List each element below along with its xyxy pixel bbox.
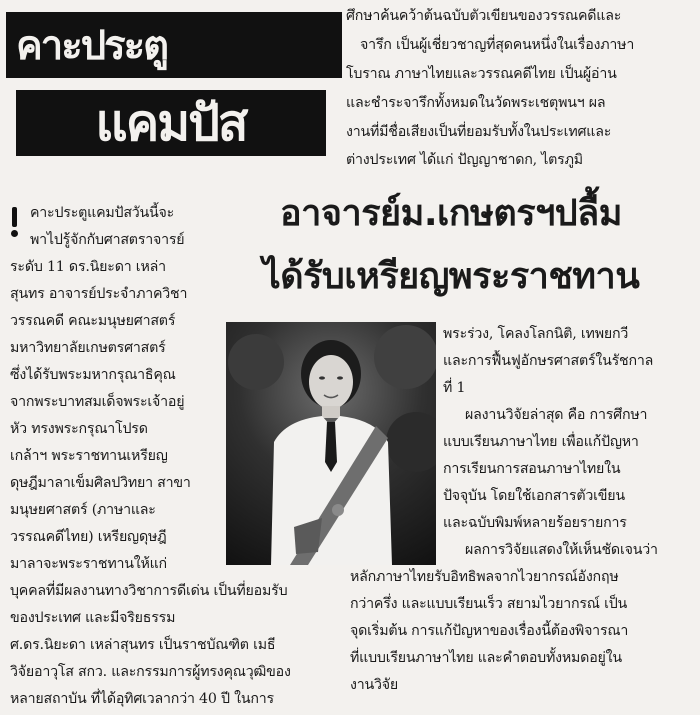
paragraph-line: แบบเรียนภาษาไทย เพื่อแก้ปัญหา xyxy=(443,434,639,450)
paragraph-line: งานที่มีชื่อเสียงเป็นที่ยอมรับทั้งในประเทศและ xyxy=(346,124,612,140)
paragraph-line: มาลาจะพระราชทานให้แก่ xyxy=(10,556,167,572)
paragraph-line: สุนทร อาจารย์ประจำภาควิชา xyxy=(10,286,188,302)
paragraph-line: วรรณคดี คณะมนุษยศาสตร์ xyxy=(10,313,176,329)
masthead-bottom-text: แคมปัส xyxy=(16,90,326,156)
paragraph-line: ศ.ดร.นิยะดา เหล่าสุนทร เป็นราชบัณฑิต เมธี xyxy=(10,637,276,653)
paragraph-line: กว่าครึ่ง และแบบเรียนเร็ว สยามไวยากรณ์ เป็น xyxy=(350,596,628,612)
paragraph-line: คาะประตูแคมปัสวันนี้จะ xyxy=(30,205,175,221)
portrait-photo xyxy=(226,322,436,565)
paragraph-line: และการฟื้นฟูอักษรศาสตร์ในรัชกาล xyxy=(443,353,654,369)
headline-line-1: อาจารย์ม.เกษตรฯปลื้ม xyxy=(280,193,622,234)
masthead-top-text: คาะประตู xyxy=(6,12,342,78)
paragraph-line: ดุษฎีมาลาเข็มศิลปวิทยา สาขา xyxy=(10,475,191,491)
paragraph-line: พระร่วง, โคลงโลกนิติ, เทพยกวี xyxy=(443,326,629,342)
paragraph-line: หลายสถาบัน ที่ได้อุทิศเวลากว่า 40 ปี ในการ xyxy=(10,691,274,707)
paragraph-line: โบราณ ภาษาไทยและวรรณคดีไทย เป็นผู้อ่าน xyxy=(346,66,617,82)
paragraph-line: หลักภาษาไทยรับอิทธิพลจากไวยากรณ์อังกฤษ xyxy=(350,569,619,585)
paragraph-line: งานวิจัย xyxy=(350,677,398,693)
paragraph-line: ของประเทศ และมีจริยธรรม xyxy=(10,610,176,626)
paragraph-line: วรรณคดีไทย) เหรียญดุษฎี xyxy=(10,529,167,545)
paragraph-line: เกล้าฯ พระราชทานเหรียญ xyxy=(10,448,168,464)
exclamation-bullet-icon xyxy=(10,207,19,237)
paragraph-line: พาไปรู้จักกับศาสตราจารย์ xyxy=(30,232,185,248)
paragraph-line: ผลการวิจัยแสดงให้เห็นชัดเจนว่า xyxy=(465,542,658,558)
paragraph-line: หัว ทรงพระกรุณาโปรด xyxy=(10,421,148,437)
column-masthead xyxy=(6,8,342,158)
masthead-top-line xyxy=(6,12,342,78)
masthead-bottom-line xyxy=(6,90,342,156)
paragraph-line: ที่แบบเรียนภาษาไทย และคำตอบทั้งหมดอยู่ใน xyxy=(350,650,622,666)
headline-line-2: ได้รับเหรียญพระราชทาน xyxy=(262,256,640,297)
paragraph-line: ผลงานวิจัยล่าสุด คือ การศึกษา xyxy=(465,407,648,423)
paragraph-line: ศึกษาค้นคว้าต้นฉบับตัวเขียนของวรรณคดีและ xyxy=(346,8,622,24)
paragraph-line: จุดเริ่มต้น การแก้ปัญหาของเรื่องนี้ต้องพิจารณา xyxy=(350,623,629,639)
paragraph-line: จารึก เป็นผู้เชี่ยวชาญที่สุดคนหนึ่งในเรื่องภาษา xyxy=(360,37,635,53)
paragraph-line: ระดับ 11 ดร.นิยะดา เหล่า xyxy=(10,259,166,275)
paragraph-line: มนุษยศาสตร์ (ภาษาและ xyxy=(10,502,156,518)
paragraph-line: จากพระบาทสมเด็จพระเจ้าอยู่ xyxy=(10,394,185,410)
paragraph-line: และชำระจารึกทั้งหมดในวัดพระเชตุพนฯ ผล xyxy=(346,95,606,111)
portrait-figure xyxy=(226,322,436,565)
paragraph-line: และฉบับพิมพ์หลายร้อยรายการ xyxy=(443,515,627,531)
paragraph-line: ต่างประเทศ ได้แก่ ปัญญาชาดก, ไตรภูมิ xyxy=(346,152,583,168)
paragraph-line: วิจัยอาวุโส สกว. และกรรมการผู้ทรงคุณวุฒิของ xyxy=(10,664,291,680)
paragraph-line: ปัจจุบัน โดยใช้เอกสารตัวเขียน xyxy=(443,488,625,504)
paragraph-line: ที่ 1 xyxy=(443,380,466,396)
paragraph-line: บุคคลที่มีผลงานทางวิชาการดีเด่น เป็นที่ยอมรับ xyxy=(10,583,288,599)
paragraph-line: ซึ่งได้รับพระมหากรุณาธิคุณ xyxy=(10,367,176,383)
paragraph-line: มหาวิทยาลัยเกษตรศาสตร์ xyxy=(10,340,166,356)
paragraph-line: การเรียนการสอนภาษาไทยใน xyxy=(443,461,621,477)
